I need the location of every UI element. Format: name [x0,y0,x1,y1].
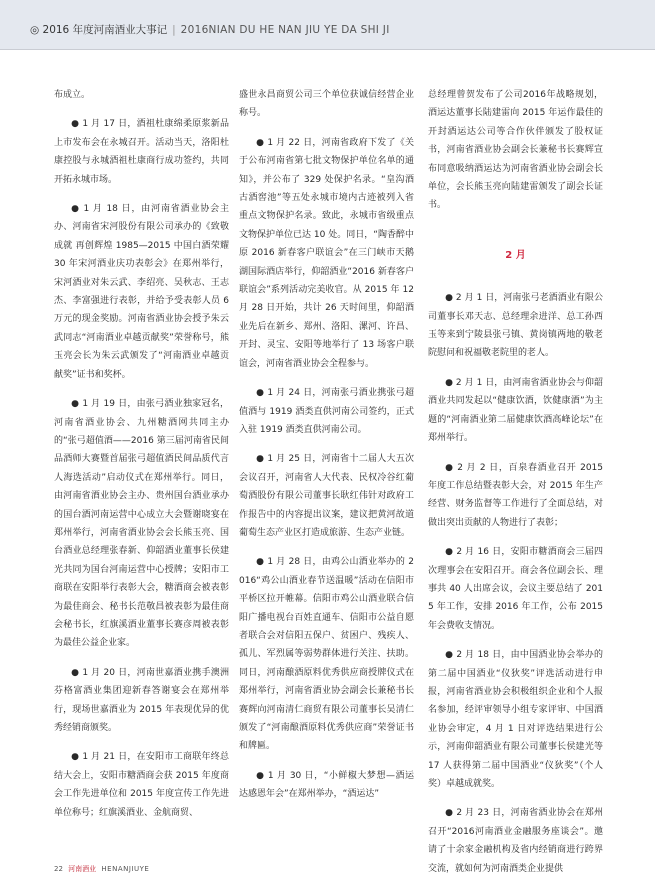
paragraph: ● 1 月 28 日，由鸡公山酒业举办的 2016“鸡公山酒业春节送温暖”活动在信阳市平桥区拉开帷幕。信阳市鸡公山酒业联合信阳广播电视台百姓直通车、信阳市公益自愿者联合会对信阳五保户、贫困户、残疾人、孤儿、军烈属等弱势群体进行关注、扶助。同日，河南酿酒原料优秀供应商授牌仪式在郑州举行，河南省酒业协会副会长兼秘书长赛辉向河南清仁商贸有限公司董事长吴清仁颁发了“河南酿酒原料优秀供应商”荣誉证书和牌匾。 [239,557,414,752]
header-bullet-icon: ◎ [30,24,40,36]
paragraph: 布成立。 [54,90,91,100]
month-heading: 2 月 [505,249,526,261]
column-middle [239,86,414,804]
page-footer [54,864,149,874]
paragraph: ● 1 月 18 日，由河南省酒业协会主办、河南省宋河股份有限公司承办的《致敬成就 再创辉煌 1985—2015 中国白酒荣耀 30 年宋河酒业庆功表彰会》在郑州举行，宋河酒业对朱云武、李绍亮、吴秋志、王志杰、李富强进行表彰，并给予受表彰人员 6 万元的现金奖励。河南省酒业协会授予朱云武同志“河南酒业卓越贡献奖”荣誉称号，熊玉亮会长为朱云武颁发了“河南酒业卓越贡献奖”证书和奖杯。 [54,204,229,380]
page-number: 22 [54,865,63,873]
header-divider [0,49,655,50]
paragraph: ● 2 月 23 日，河南省酒业协会在郑州召开“2016河南酒业金融服务座谈会”。邀请了十余家金融机构及省内经销商进行跨界交流，就如何为河南酒类企业提供 [428,808,603,874]
footer-brand: 河南酒业 [68,865,97,873]
paragraph: ● 1 月 19 日，由张弓酒业独家冠名，河南省酒业协会、九州糖酒网共同主办的“张弓超值酒——2016 第三届河南省民间品酒师大赛暨首届张弓超值酒民间品质代言人海选活动”启动仪式在郑州举行。同日，由河南省酒业协会主办、贵州国台酒业承办的国台酒河南运营中心成立大会暨谢晓宴在郑州举行，河南省酒业协会会长熊玉亮、国台酒业总经理张春新、仰韶酒业董事长侯建光共同为国台河南运营中心授牌；安阳市工商联在安阳举行表彰大会，糖酒商会被表彰为最佳商会、秘书长范敬昌被表彰为最佳商会秘书长，红旗溪酒业董事长赛彦周被表彰为最佳公益企业家。 [54,399,229,649]
paragraph: ● 1 月 24 日，河南张弓酒业携张弓超值酒与 1919 酒类直供河南公司签约，正式入驻 1919 酒类直供河南公司。 [239,388,414,435]
paragraph: 总经理曾贺发布了公司2016年战略规划，酒运达董事长陆建雷向 2015 年运作最佳的开封酒运达公司等合作伙伴颁发了股权证书，河南省酒业协会副会长兼秘书长赛辉宣布同意吸纳酒运达为河南省酒业协会副会长单位，会长熊玉亮向陆建雷颁发了副会长证书。 [428,90,603,211]
header-title-cn: 2016 年度河南酒业大事记 [42,24,168,36]
header-title: ◎ 2016 年度河南酒业大事记 | 2016NIAN DU HE NAN JIU YE DA SHI JI [30,24,390,36]
paragraph: ● 1 月 25 日，河南省十二届人大五次会议召开，河南省人大代表、民权冷谷红葡萄酒股份有限公司董事长耿红伟针对政府工作报告中的内容提出议案，建议把黄河故道葡萄生态产业区打造成旅游、生态产业链。 [239,454,414,538]
paragraph: ● 1 月 30 日，“小鲜椒大梦想—酒运达感恩年会”在郑州举办，“酒运达” [239,770,414,800]
header-title-en: 2016NIAN DU HE NAN JIU YE DA SHI JI [180,24,390,36]
paragraph: ● 2 月 16 日，安阳市糖酒商会三届四次理事会在安阳召开。商会各位副会长、理事共 40 人出席会议，会议主要总结了 2015 年工作，安排 2016 年工作，公布 2015 年会费收支情况。 [428,547,603,631]
paragraph: ● 2 月 18 日，由中国酒业协会举办的第二届中国酒业“仪狄奖”评选活动进行申报，河南省酒业协会积极组织企业和个人报名参加，经评审领导小组专家评审、中国酒业协会审定，4 月 1 日对评选结果进行公示，河南仰韶酒业有限公司董事长侯建光等 17 人获得第二届中国酒业“仪狄奖”（个人奖）卓越成就奖。 [428,650,603,789]
paragraph: ● 2 月 2 日，百泉春酒业召开 2015 年度工作总结暨表彰大会，对 2015 年生产经营、财务监督等工作进行了全面总结，对做出突出贡献的人物进行了表彰； [428,462,603,528]
paragraph: ● 2 月 1 日，由河南省酒业协会与仰韶酒业共同发起以“健康饮酒，饮健康酒”为主题的“河南酒业第二届健康饮酒高峰论坛”在郑州举行。 [428,377,603,444]
paragraph: ● 1 月 20 日，河南世嘉酒业携手澳洲芬格富酒业集团迎新春答谢宴会在郑州举行，现场世嘉酒业为 2015 年表现优异的优秀经销商颁奖。 [54,667,229,733]
column-left [54,86,229,822]
page-header [0,0,655,49]
column-right [428,86,603,878]
paragraph: ● 1 月 21 日，在安阳市工商联年终总结大会上，安阳市糖酒商会获 2015 年度商会工作先进单位和 2015 年度宣传工作先进单位称号；红旗溪酒业、金航商贸、 [54,752,229,818]
paragraph: ● 2 月 1 日，河南张弓老酒酒业有限公司董事长邓天志、总经理余进洋、总工孙西玉等来到宁陵县张弓镇、黄岗镇两地的敬老院慰问和祝福敬老院里的老人。 [428,293,603,359]
paragraph: ● 1 月 17 日，酒祖杜康绵柔原浆新品上市发布会在永城召开。活动当天，洛阳杜康控股与永城酒祖杜康商行成功签约，共同开拓永城市场。 [54,119,229,185]
paragraph: 盛世永昌商贸公司三个单位获诚信经营企业称号。 [239,90,414,119]
paragraph: ● 1 月 22 日，河南省政府下发了《关于公布河南省第七批文物保护单位名单的通知》，并公布了 329 处保护名录。“皇沟酒古酒窖池”等五处永城市境内古迹被列入省重点文物保护名录。致此，永城市省级重点文物保护单位已达 10 处。同日，“陶香醉中原 2016 新春客户联谊会”在三门峡市天鹅湖国际酒店举行，仰韶酒业“2016 新春客户联谊会”系列活动完美收官。从 2015 年 12 月 28 日开始，共计 26 天时间里，仰韶酒业先后在新乡、郑州、洛阳、漯河、许昌、开封、灵宝、安阳等地举行了 13 场客户联谊会，河南省酒业协会全程参与。 [239,137,414,369]
footer-brand-en: HENANJIUYE [101,865,150,873]
